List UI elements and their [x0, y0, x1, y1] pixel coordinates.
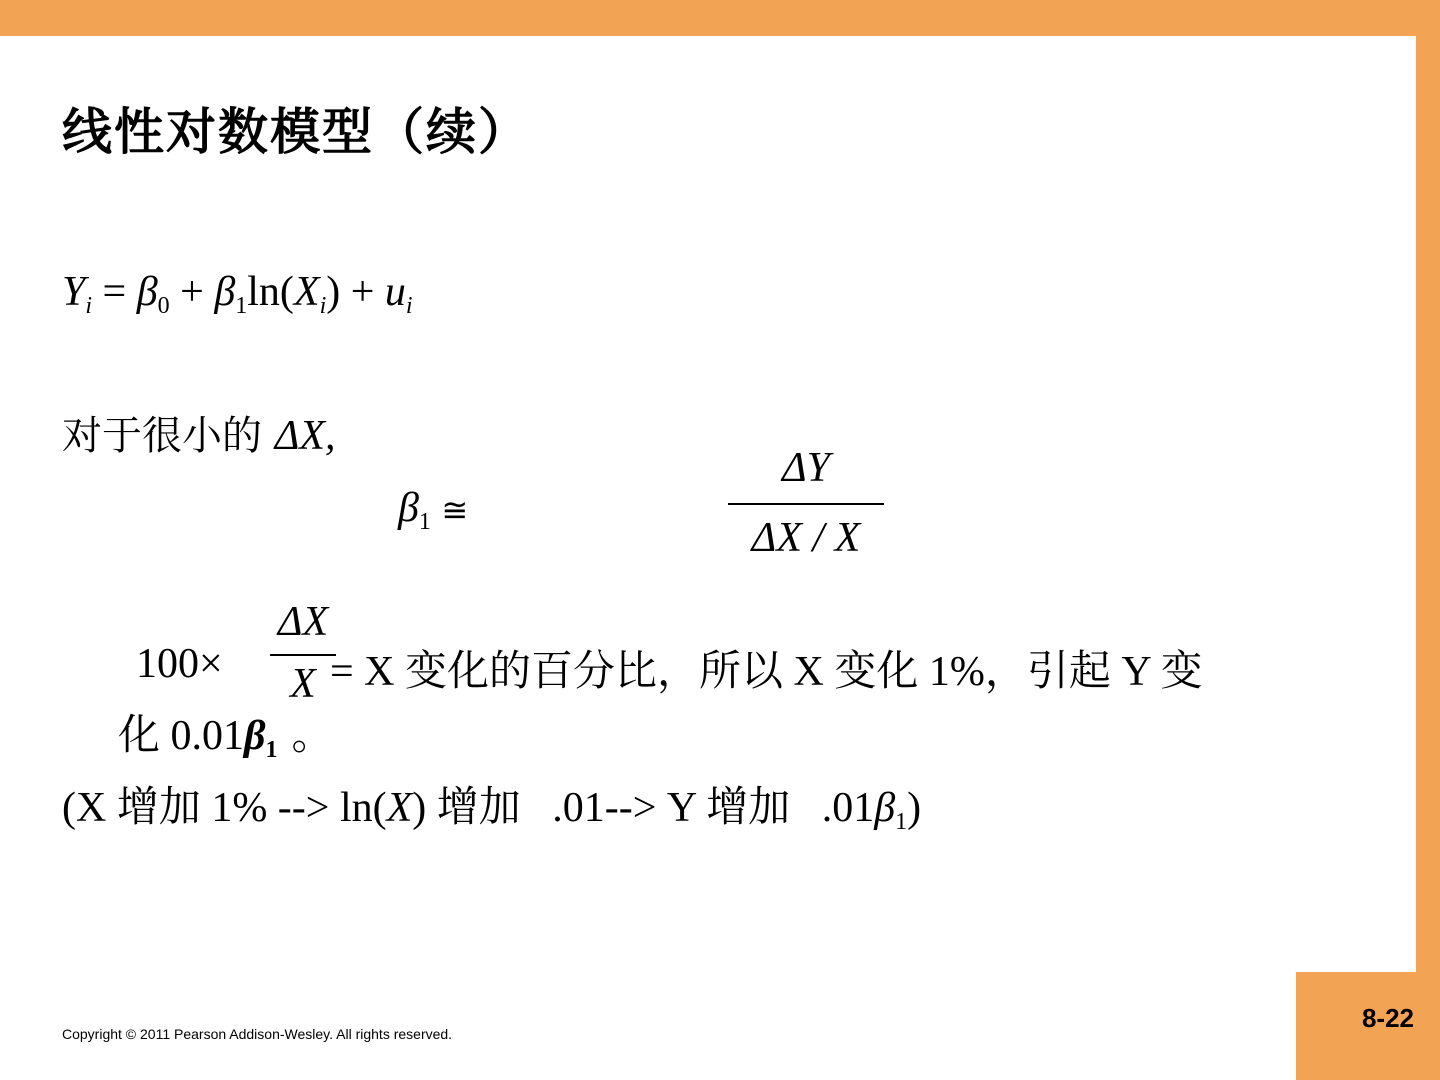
percent-text-end: 。 [291, 713, 334, 759]
eq-close: ) [326, 269, 341, 315]
eq-x: X [293, 269, 320, 315]
right-accent-bar [1416, 0, 1440, 1080]
eq-u-sub: i [405, 293, 413, 319]
percent-fraction [268, 598, 338, 708]
percent-fraction-denominator: X [290, 661, 316, 707]
eq-beta0: β [136, 269, 158, 315]
summary-part1: (X 增加 1% --> ln( [62, 785, 387, 831]
approx-symbol: ≅ [441, 491, 469, 529]
summary-x: X [386, 785, 413, 831]
percent-text-line1 [330, 638, 1203, 698]
approx-fraction-bar [728, 503, 884, 505]
small-change-delta-x: ΔX, [274, 413, 336, 459]
eq-beta1-sub: 1 [235, 293, 248, 319]
percent-beta-sub: 1 [265, 737, 278, 763]
summary-line [62, 774, 921, 834]
small-change-line [62, 404, 336, 461]
approx-numerator: ΔY [781, 445, 830, 491]
eq-plus1: + [169, 269, 215, 315]
eq-y: Y [62, 269, 86, 315]
percent-fraction-numerator: ΔX [277, 599, 329, 645]
eq-u: u [384, 269, 406, 315]
summary-beta-sub: 1 [895, 809, 908, 835]
percent-fraction-bar [270, 654, 336, 656]
eq-equals: = [92, 269, 137, 315]
percent-text-2: 化 0.01 [118, 713, 245, 759]
eq-plus2: + [340, 269, 385, 315]
percent-text-line2 [118, 702, 334, 762]
percent-hundred: 100× [136, 641, 223, 687]
eq-ln: ln( [247, 269, 294, 315]
approx-beta-sub: 1 [418, 509, 431, 535]
top-accent-bar [0, 0, 1440, 36]
copyright-notice: Copyright © 2011 Pearson Addison-Wesley. All rights reserved. [62, 1026, 453, 1042]
eq-beta0-sub: 0 [157, 293, 170, 319]
percent-beta: β [244, 713, 266, 759]
approx-fraction [728, 444, 884, 564]
percent-text-1: = X 变化的百分比，所以 X 变化 1%，引起 Y 变 [330, 649, 1203, 695]
eq-x-sub: i [319, 293, 327, 319]
approx-lhs [398, 484, 469, 535]
model-equation [62, 268, 413, 319]
eq-y-sub: i [85, 293, 93, 319]
summary-beta: β [874, 785, 896, 831]
summary-end: ) [907, 785, 922, 831]
approx-denominator: ΔX / X [751, 515, 861, 561]
eq-beta1: β [214, 269, 236, 315]
page-number: 8-22 [1361, 1003, 1414, 1033]
slide-title: 线性对数模型（续） [62, 103, 530, 161]
summary-part2: ) 增加 .01--> Y 增加 .01 [412, 785, 875, 831]
small-change-label: 对于很小的 [62, 413, 275, 459]
approx-beta: β [398, 485, 419, 531]
